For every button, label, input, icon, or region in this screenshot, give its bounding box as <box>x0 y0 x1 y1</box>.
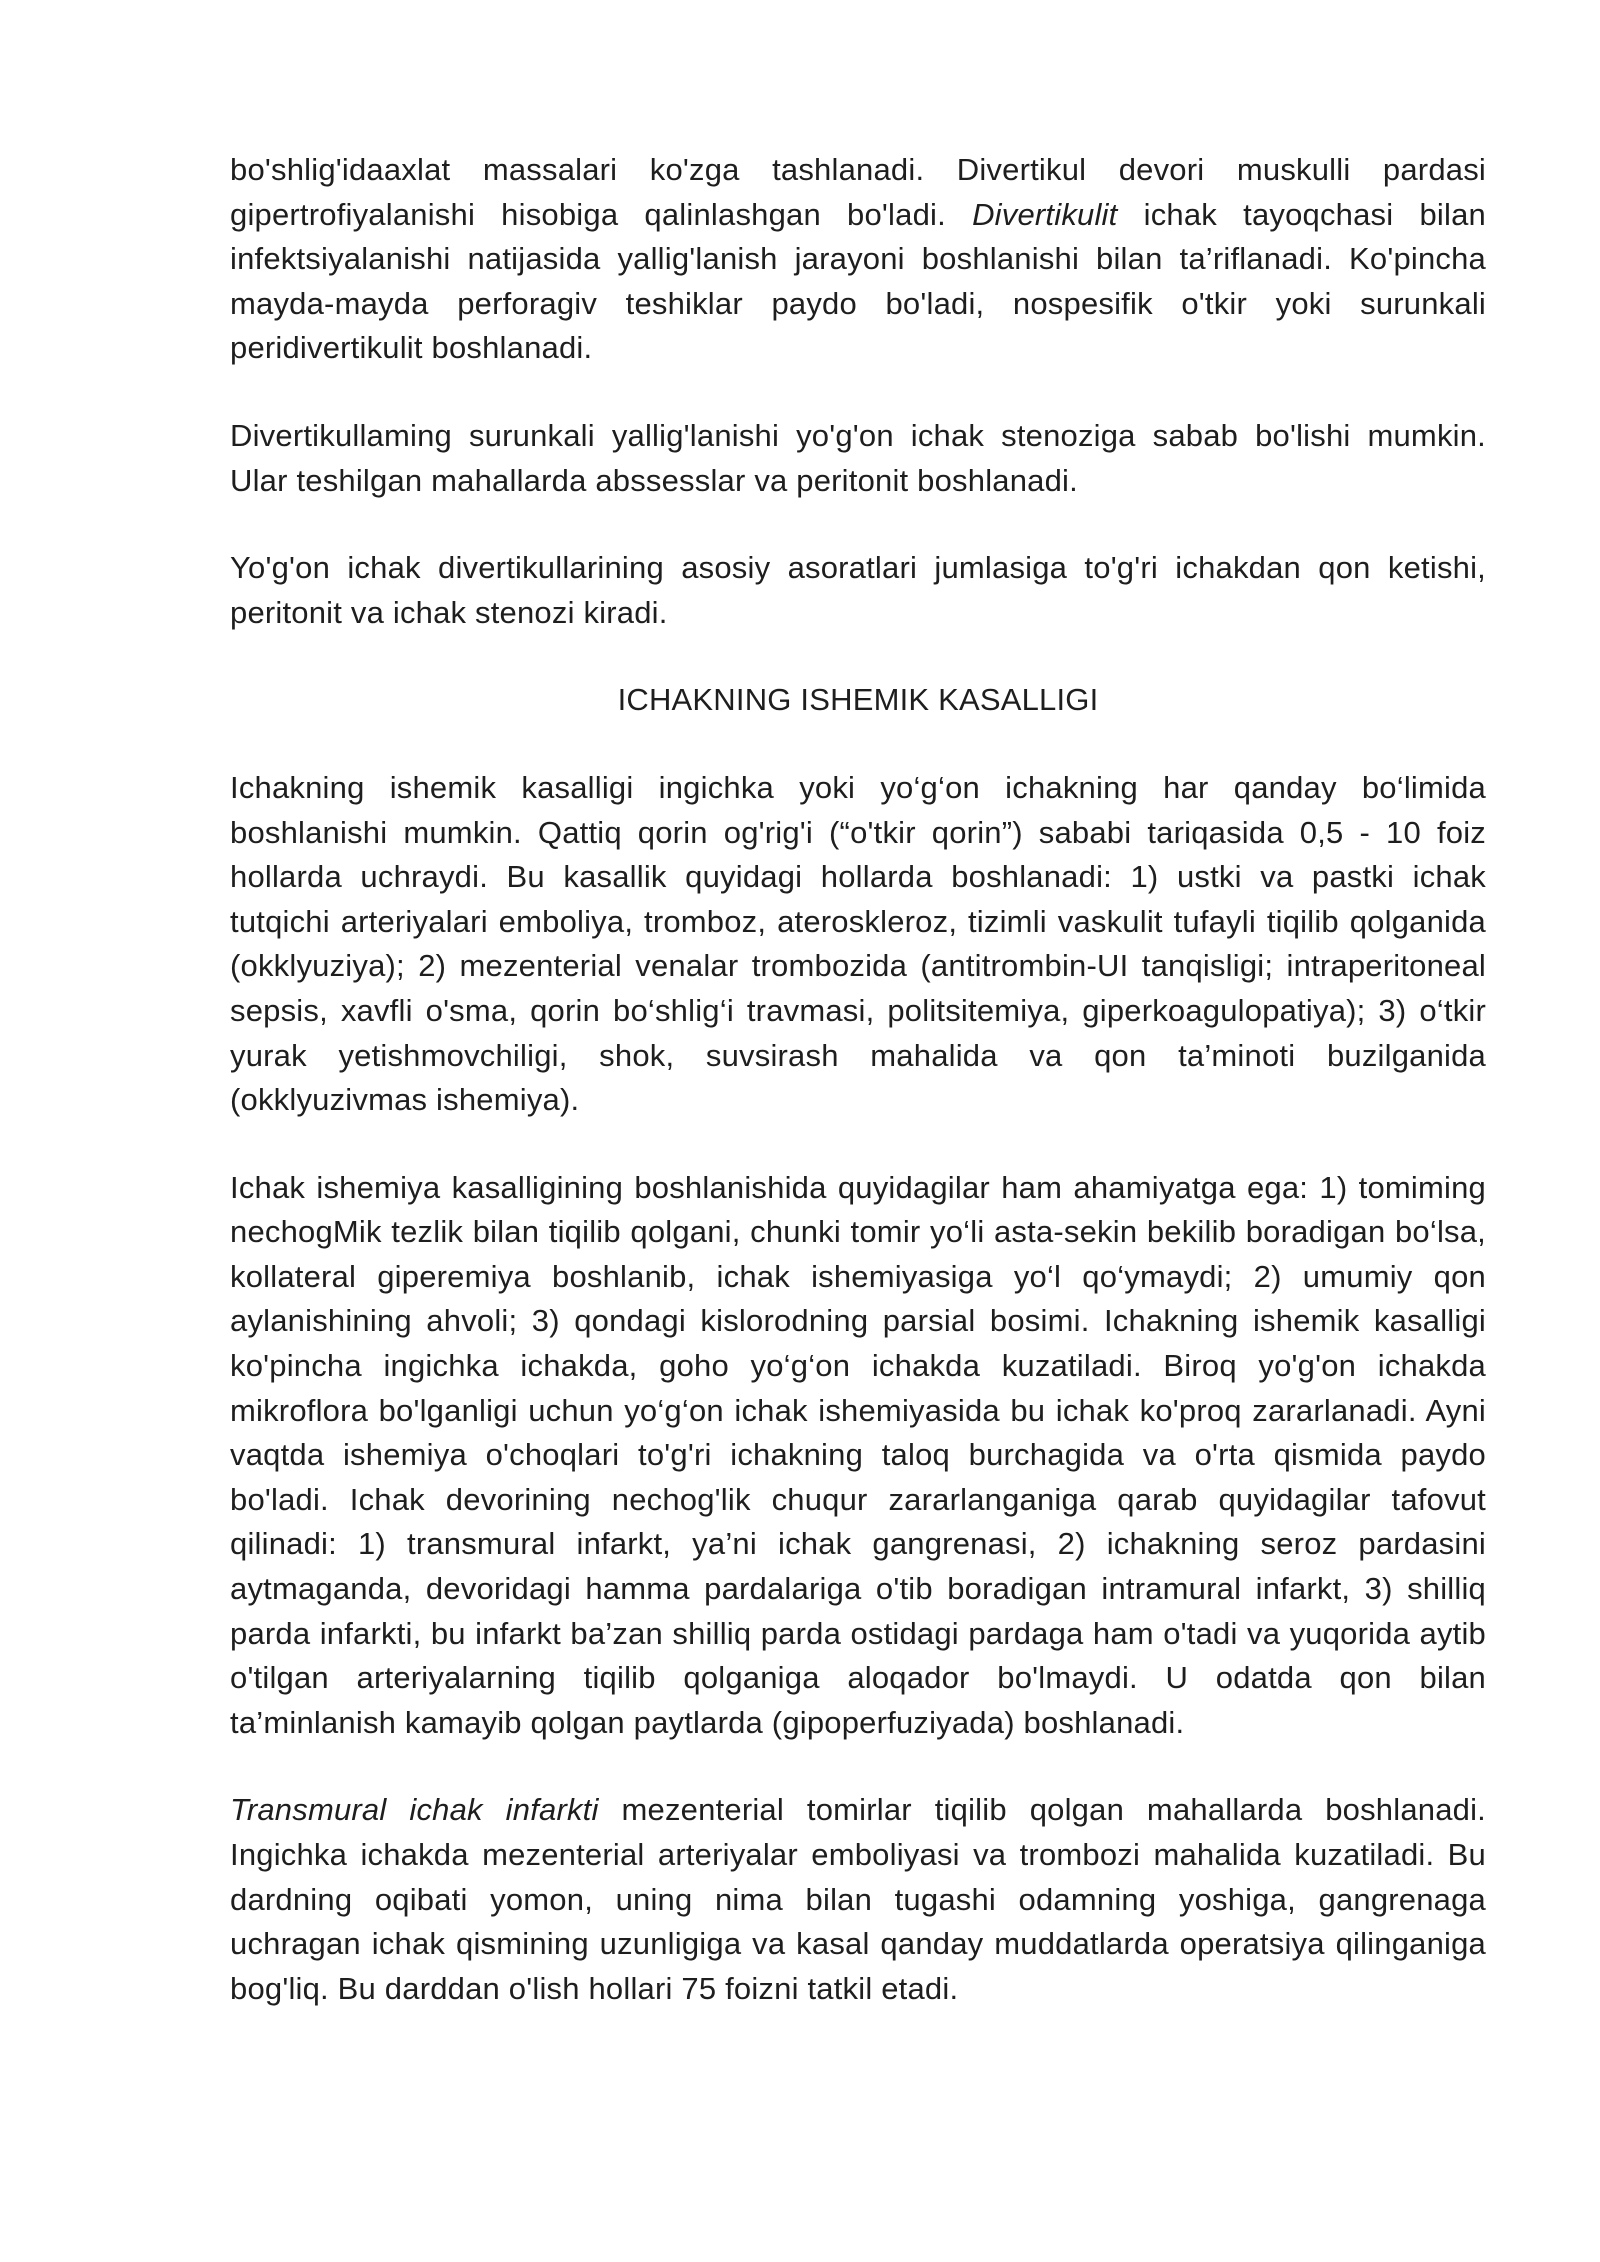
paragraph-ischemic-disease-causes: Ichakning ishemik kasalligi ingichka yoki yo‘g‘on ichakning har qanday bo‘limida boshlanishi mumkin. Qattiq qorin og'rig'i (“o'tkir qorin”) sababi tariqasida 0,5 - 10 foiz hollarda uchraydi. Bu kasallik quyidagi hollarda boshlanadi: 1) ustki va pastki ichak tutqichi arteriyalari emboliya, tromboz, ateroskleroz, tizimli vaskulit tufayli tiqilib qolganida (okklyuziya); 2) mezenterial venalar trombozida (antitrombin-UI tanqisligi; intraperitoneal sepsis, xavfli o'sma, qorin bo‘shlig‘i travmasi, politsitemiya, giperkoagulopatiya); 3) o‘tkir yurak yetishmovchiligi, shok, suvsirash mahalida va qon ta’minoti buzilganida (okklyuzivmas ishemiya). <box>230 769 1486 1118</box>
paragraph-chronic-inflammation: Divertikullaming surunkali yallig'lanishi yo'g'on ichak stenoziga sabab bo'lishi mumkin. Ular teshilgan mahallarda abssesslar va peritonit boshlanadi. <box>230 417 1486 498</box>
paragraph-transmural-infarct <box>230 1788 1486 2011</box>
italic-term: Divertikulit <box>972 196 1118 232</box>
document-page <box>230 148 1486 2054</box>
paragraph-diverticulum-wall <box>230 148 1486 371</box>
paragraph-text: bo'shlig'idaaxlat massalari ko'zga tashlanadi. Divertikul devori muskulli pardasi gipertrofiyalanishi hisobiga qalinlashgan bo'ladi. <box>230 152 1486 232</box>
italic-term: Transmural ichak infarkti <box>230 1792 599 1828</box>
paragraph-ischemia-factors: Ichak ishemiya kasalligining boshlanishida quyidagilar ham ahamiyatga ega: 1) tomiming nechogMik tezlik bilan tiqilib qolgani, chunki tomir yo‘li asta-sekin bekilib boradigan bo‘lsa, kollateral giperemiya boshlanib, ichak ishemiyasiga yo‘l qo‘ymaydi; 2) umumiy qon aylanishining ahvoli; 3) qondagi kislorodning parsial bosimi. Ichakning ishemik kasalligi ko'pincha ingichka ichakda, goho yo‘g‘on ichakda kuzatiladi. Biroq yo'g'on ichakda mikroflora bo'lganligi uchun yo‘g‘on ichak ishemiyasida bu ichak ko'proq zararlanadi. Ayni vaqtda ishemiya o'choqlari to'g'ri ichakning taloq burchagida va o'rta qismida paydo bo'ladi. Ichak devorining nechog'lik chuqur zararlanganiga qarab quyidagilar tafovut qilinadi: 1) transmural infarkt, ya’ni ichak gangrenasi, 2) ichakning seroz pardasini aytmaganda, devoridagi hamma pardalariga o'tib boradigan intramural infarkt, 3) shilliq parda infarkti, bu infarkt ba’zan shilliq parda ostidagi pardaga ham o'tadi va yuqorida aytib o'tilgan arteriyalarning tiqilib qolganiga aloqador bo'lmaydi. U odatda qon bilan ta’minlanish kamayib qolgan paytlarda (gipoperfuziyada) boshlanadi. <box>230 1169 1486 1740</box>
paragraph-complications: Yo'g'on ichak divertikullarining asosiy asoratlari jumlasiga to'g'ri ichakdan qon ketishi, peritonit va ichak stenozi kiradi. <box>230 550 1486 630</box>
paragraph-text: mezenterial tomirlar tiqilib qolgan mahallarda boshlanadi. Ingichka ichakda mezenterial arteriyalar emboliyasi va trombozi mahalida kuzatiladi. Bu dardning oqibati yomon, uning nima bilan tugashi odamning yoshiga, gangrenaga uchragan ichak qismining uzunligiga va kasal qanday muddatlarda operatsiya qilinganiga bog'liq. Bu darddan o'lish hollari 75 foizni tatkil etadi. <box>230 1792 1486 2006</box>
section-heading: ICHAKNING ISHEMIK KASALLIGI <box>617 682 1099 718</box>
paragraph-text: ichak tayoqchasi bilan infektsiyalanishi natijasida yallig'lanish jarayoni boshlanishi bilan ta’riflanadi. Ko'pincha mayda-mayda perforagiv teshiklar paydo bo'ladi, nospesifik o'tkir yoki surunkali peridivertikulit boshlanadi. <box>230 196 1486 366</box>
